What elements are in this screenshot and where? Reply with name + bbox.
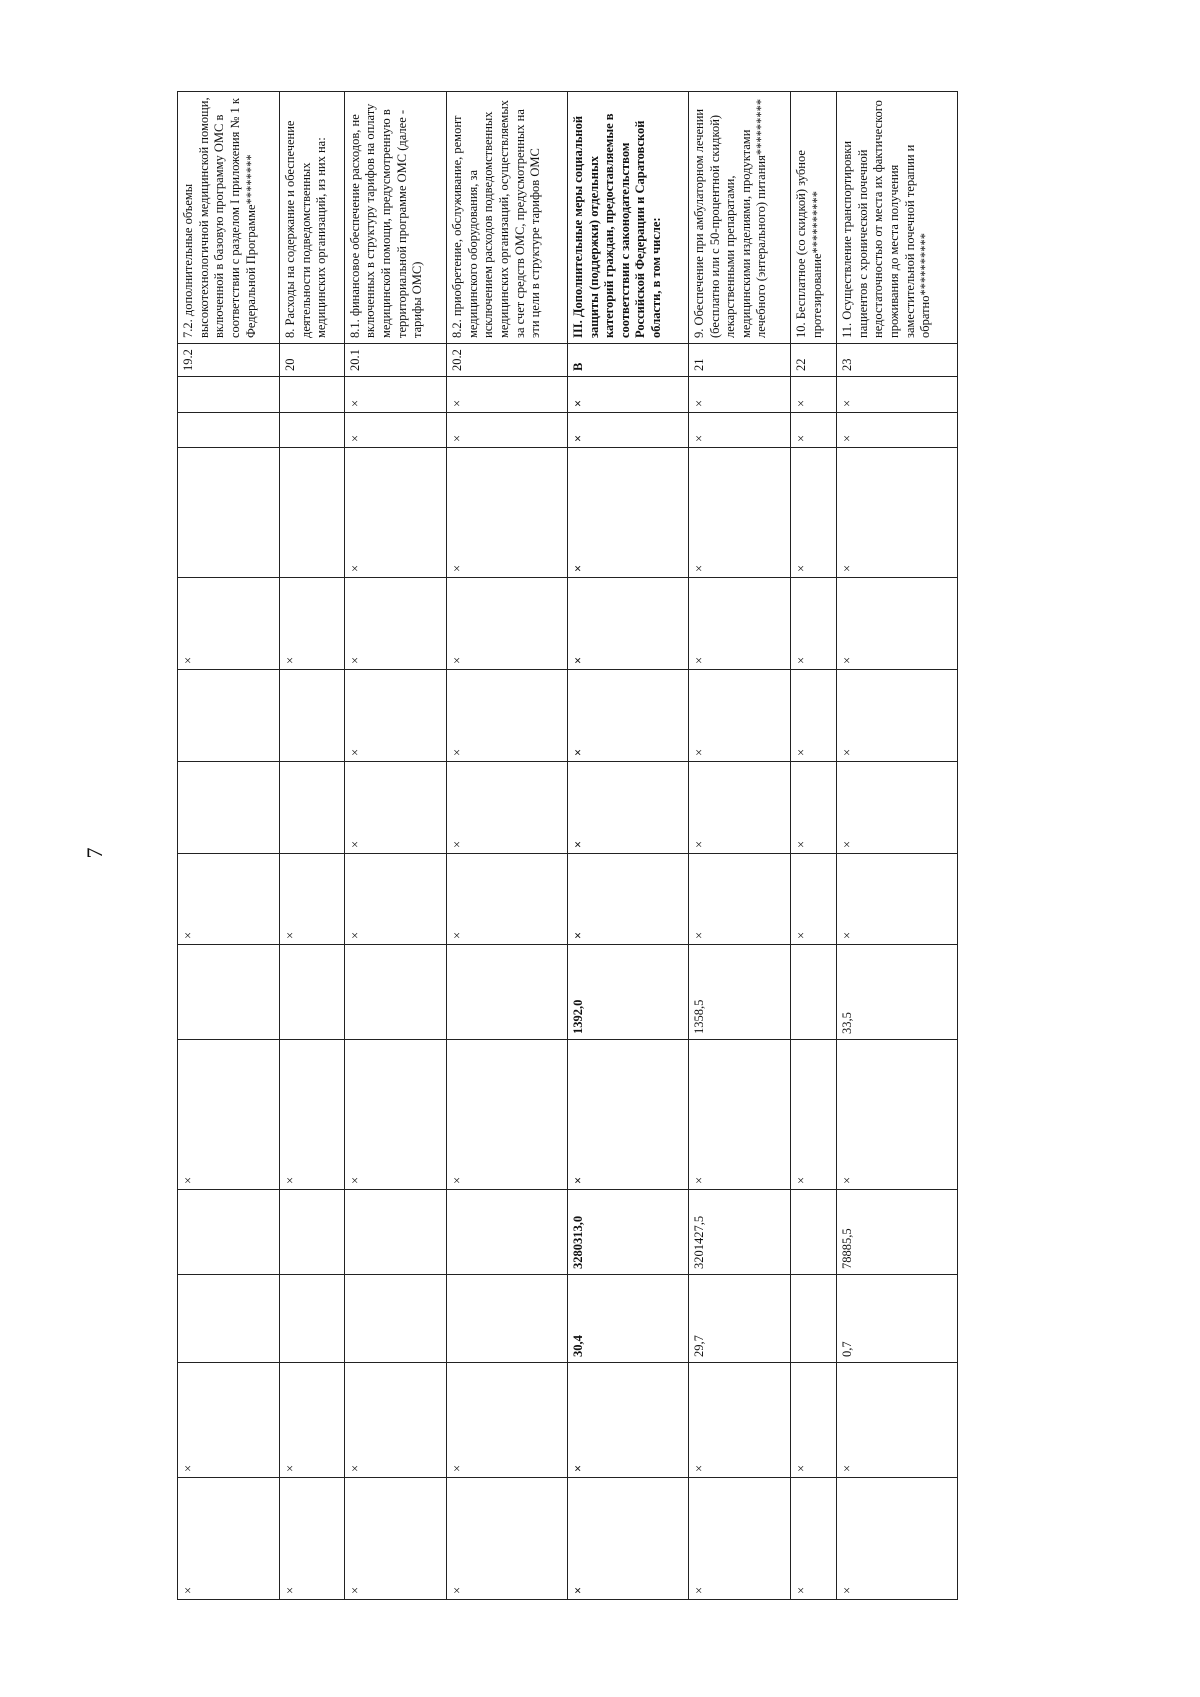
table-cell: × [567, 762, 688, 854]
row-code: 23 [837, 344, 958, 377]
table-wrapper [177, 92, 958, 1600]
table-cell: 78885,5 [837, 1190, 958, 1275]
table-cell: × [344, 377, 446, 413]
table-cell: × [837, 670, 958, 762]
table-cell: 30,4 [567, 1275, 688, 1363]
table-cell: × [791, 413, 837, 448]
row-code: 20.2 [447, 344, 568, 377]
table-cell [280, 762, 345, 854]
table-cell: × [344, 448, 446, 578]
table-cell: × [688, 578, 790, 670]
table-cell: × [447, 670, 568, 762]
table-row [280, 92, 345, 1600]
table-cell: × [344, 1040, 446, 1190]
table-cell: × [791, 762, 837, 854]
table-cell: × [791, 578, 837, 670]
table-cell: × [567, 1363, 688, 1478]
row-code: 19.2 [178, 344, 280, 377]
table-cell: × [447, 854, 568, 945]
table-cell [280, 413, 345, 448]
row-description: 8. Расходы на содержание и обеспечение деятельности подведомственных медицинских организаций, из них на: [280, 92, 345, 344]
table-cell: × [280, 1040, 345, 1190]
table-cell: × [178, 1040, 280, 1190]
row-code: 20 [280, 344, 345, 377]
page-number: 7 [82, 847, 107, 859]
table-cell: × [567, 670, 688, 762]
table-cell: × [344, 578, 446, 670]
table-cell: × [280, 854, 345, 945]
table-cell: × [344, 1478, 446, 1600]
table-cell: × [688, 1040, 790, 1190]
table-cell: × [688, 762, 790, 854]
table-cell [178, 1275, 280, 1363]
table-cell: × [178, 854, 280, 945]
table-cell: × [567, 377, 688, 413]
table-cell: × [567, 1040, 688, 1190]
table-cell: × [280, 1363, 345, 1478]
table-cell: × [688, 448, 790, 578]
table-row [447, 92, 568, 1600]
table-cell [178, 1190, 280, 1275]
table-cell: × [837, 578, 958, 670]
table-cell [280, 670, 345, 762]
table-row [567, 92, 688, 1600]
table-cell [280, 1275, 345, 1363]
table-cell: 3280313,0 [567, 1190, 688, 1275]
table-cell: 3201427,5 [688, 1190, 790, 1275]
row-code: 22 [791, 344, 837, 377]
table-cell: × [447, 377, 568, 413]
table-cell: × [344, 1363, 446, 1478]
table-cell [178, 762, 280, 854]
table-cell: × [837, 1363, 958, 1478]
table-cell [791, 1190, 837, 1275]
table-cell [280, 1190, 345, 1275]
table-cell: × [447, 762, 568, 854]
table-cell: × [447, 1363, 568, 1478]
table-cell: × [688, 377, 790, 413]
table-cell [344, 945, 446, 1040]
table-cell: × [791, 1363, 837, 1478]
table-cell [791, 1275, 837, 1363]
table-cell [178, 413, 280, 448]
table-cell: × [280, 1478, 345, 1600]
table-cell: 29,7 [688, 1275, 790, 1363]
table-cell: × [688, 1478, 790, 1600]
table-cell: × [791, 854, 837, 945]
table-cell: × [567, 1478, 688, 1600]
table-cell [447, 1190, 568, 1275]
table-cell: × [447, 413, 568, 448]
table-cell [178, 670, 280, 762]
table-cell: × [791, 1478, 837, 1600]
table-cell [791, 945, 837, 1040]
row-description: 11. Осуществление транспортировки пациентов с хронической почечной недостаточностью от места их фактического проживания до места получения заместительной почечной терапии и обратно********** [837, 92, 958, 344]
row-description: 7.2. дополнительные объемы высокотехнологичной медицинской помощи, включенной в базовую программу ОМС в соответствии с разделом I приложения № 1 к Федеральной Программе******** [178, 92, 280, 344]
table-cell [280, 945, 345, 1040]
table-cell: × [344, 413, 446, 448]
table-cell [280, 448, 345, 578]
table-cell: × [447, 1040, 568, 1190]
table-cell [344, 1275, 446, 1363]
table-cell [178, 448, 280, 578]
table-cell: × [447, 578, 568, 670]
row-code: В [567, 344, 688, 377]
table-cell: × [837, 413, 958, 448]
table-cell: × [688, 670, 790, 762]
row-description: 10. Бесплатное (со скидкой) зубное протезирование********** [791, 92, 837, 344]
table-cell: × [567, 448, 688, 578]
table-cell [178, 945, 280, 1040]
table-cell: × [791, 670, 837, 762]
table-cell [447, 945, 568, 1040]
table-cell: × [344, 854, 446, 945]
table-row [791, 92, 837, 1600]
table-cell: 33,5 [837, 945, 958, 1040]
table-cell: × [567, 578, 688, 670]
table-cell [447, 1275, 568, 1363]
table-cell: × [837, 854, 958, 945]
table-cell [280, 377, 345, 413]
table-cell: × [837, 762, 958, 854]
table-cell: × [837, 377, 958, 413]
row-code: 21 [688, 344, 790, 377]
row-description: 9. Обеспечение при амбулаторном лечении (бесплатно или с 50-процентной скидкой) лекарственными препаратами, медицинскими изделиями, продуктами лечебного (энтерального) питания********* [688, 92, 790, 344]
table-cell: 1358,5 [688, 945, 790, 1040]
table-cell: × [280, 578, 345, 670]
row-description: 8.1. финансовое обеспечение расходов, не включенных в структуру тарифов на оплату медицинской помощи, предусмотренную в территориальной программе ОМС (далее - тарифы ОМС) [344, 92, 446, 344]
table-cell: × [447, 1478, 568, 1600]
table-cell [178, 377, 280, 413]
table-cell: × [791, 377, 837, 413]
table-cell: × [688, 413, 790, 448]
table-cell: 1392,0 [567, 945, 688, 1040]
table-row [344, 92, 446, 1600]
financing-table [177, 91, 958, 1600]
table-cell: × [791, 1040, 837, 1190]
row-description: 8.2. приобретение, обслуживание, ремонт медицинского оборудования, за исключением расходов подведомственных медицинских организаций, осуществляемых за счет средств ОМС, предусмотренных на эти цели в структуре тарифов ОМС [447, 92, 568, 344]
table-cell: × [688, 854, 790, 945]
row-description: III. Дополнительные меры социальной защиты (поддержки) отдельных категорий граждан, предоставляемые в соответствии с законодательством Российской Федерации и Саратовской области, в том числе: [567, 92, 688, 344]
table-cell: × [837, 448, 958, 578]
table-cell: × [567, 413, 688, 448]
table-cell: × [447, 448, 568, 578]
table-cell: × [791, 448, 837, 578]
table-cell: × [344, 762, 446, 854]
table-row [178, 92, 280, 1600]
table-cell: × [178, 1478, 280, 1600]
table-cell: × [837, 1478, 958, 1600]
table-row [688, 92, 790, 1600]
table-cell: × [344, 670, 446, 762]
table-cell: × [178, 1363, 280, 1478]
table-cell: × [178, 578, 280, 670]
table-cell: × [567, 854, 688, 945]
row-code: 20.1 [344, 344, 446, 377]
table-body [178, 92, 958, 1600]
table-row [837, 92, 958, 1600]
table-cell: 0,7 [837, 1275, 958, 1363]
table-cell [344, 1190, 446, 1275]
table-cell: × [688, 1363, 790, 1478]
table-cell: × [837, 1040, 958, 1190]
